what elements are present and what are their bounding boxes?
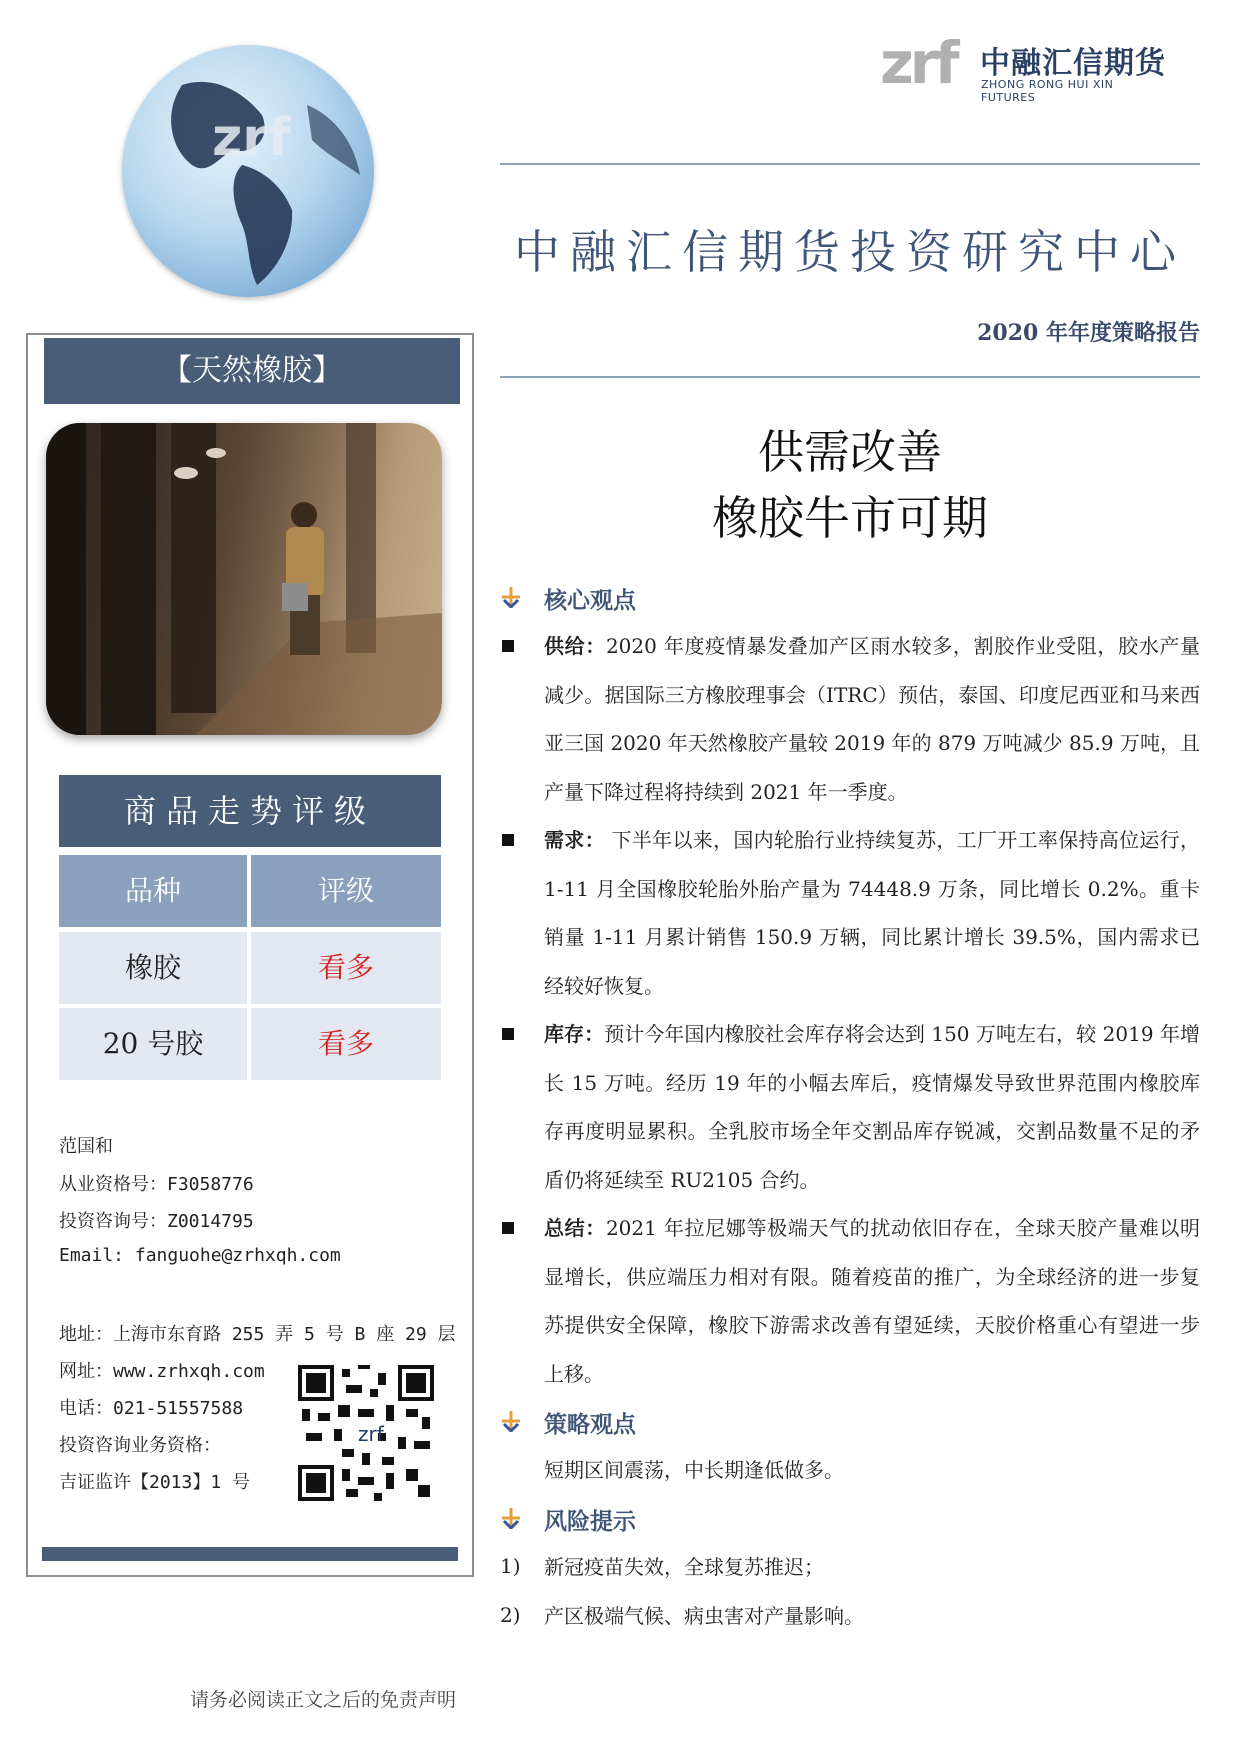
header-divider-top [500,163,1200,165]
rating-table-header-rating: 评级 [251,855,441,927]
section-arrow-icon [500,1410,522,1432]
logo-chinese-name: 中融汇信期货 [980,46,1166,81]
risk-2-text: 产区极端气候、病虫害对产量影响。 [544,1604,864,1628]
rating-row-2-variety: 20 号胶 [59,1008,247,1080]
sidebar-bottom-bar [42,1547,458,1561]
risk-1-number: 1) [500,1554,521,1578]
bullet-icon [502,834,514,846]
section-arrow-icon [500,586,522,608]
analyst-email[interactable]: Email: fanguohe@zrhxqh.com [59,1245,341,1266]
logo-mark: zrf [880,29,956,97]
research-center-name: 中融汇信期货投资研究中心 [514,225,1186,279]
bullet-icon [502,1222,514,1234]
qr-code-icon [298,1365,434,1501]
headline-line-1: 供需改善 [758,425,942,479]
rating-row-1-variety: 橡胶 [59,932,247,1004]
analyst-license: 从业资格号：F3058776 [59,1174,254,1195]
core-viewpoints-title: 核心观点 [544,587,636,614]
rating-table-header-variety: 品种 [59,855,247,927]
risk-title: 风险提示 [544,1508,636,1535]
header-divider-bottom [500,376,1200,378]
disclaimer-note: 请务必阅读正文之后的免责声明 [190,1689,457,1711]
globe-illustration [122,45,374,297]
strategy-title: 策略观点 [544,1411,636,1438]
company-website[interactable]: 网址：www.zrhxqh.com [59,1361,265,1382]
sidebar-panel [26,333,474,1577]
qualification-value: 吉证监许【2013】1 号 [59,1472,251,1493]
analyst-consult-number: 投资咨询号：Z0014795 [59,1211,254,1232]
report-type: 2020 年年度策略报告 [977,320,1200,346]
logo-english-name: ZHONG RONG HUI XIN FUTURES [981,78,1114,104]
company-phone: 电话：021-51557588 [59,1398,244,1419]
point-supply: 供给：2020 年度疫情暴发叠加产区雨水较多，割胶作业受阻，胶水产量减少。据国际三方橡胶理事会（ITRC）预估，泰国、印度尼西亚和马来西亚三国 2020 年天然橡胶产量较 2019 年的 879 万吨减少 85.9 万吨，且产量下降过程将持续到 2021 年一季度。 [544,634,1201,804]
bullet-icon [502,640,514,652]
category-banner: 【天然橡胶】 [44,338,460,404]
rating-title: 商品走势评级 [59,775,441,847]
company-logo [880,28,1170,104]
rating-row-2-rating: 看多 [251,1008,441,1080]
svg-text:zrf: zrf [212,108,291,168]
analyst-name: 范国和 [59,1136,113,1157]
bullet-icon [502,1028,514,1040]
risk-1-text: 新冠疫苗失效，全球复苏推迟； [544,1555,824,1579]
section-arrow-icon [500,1507,522,1529]
qualification-label: 投资咨询业务资格： [59,1435,221,1456]
headline-line-2: 橡胶牛市可期 [712,491,988,545]
rating-row-1-rating: 看多 [251,932,441,1004]
risk-2-number: 2) [500,1603,521,1627]
point-summary: 总结：2021 年拉尼娜等极端天气的扰动依旧存在，全球天胶产量难以明显增长，供应端压力相对有限。随着疫苗的推广，为全球经济的进一步复苏提供安全保障，橡胶下游需求改善有望延续，天胶价格重心有望进一步上移。 [544,1216,1201,1386]
point-inventory: 库存：预计今年国内橡胶社会库存将会达到 150 万吨左右，较 2019 年增长 15 万吨。经历 19 年的小幅去库后，疫情爆发导致世界范围内橡胶库存再度明显累积。全乳胶市场全年交割品库存锐减，交割品数量不足的矛盾仍将延续至 RU2105 合约。 [544,1022,1200,1192]
svg-text:zrf: zrf [358,1422,384,1446]
rubber-tapping-photo [46,423,442,735]
strategy-text: 短期区间震荡，中长期逢低做多。 [544,1458,844,1482]
company-address: 地址：上海市东育路 255 弄 5 号 B 座 29 层 [59,1324,456,1345]
point-demand: 需求： 下半年以来，国内轮胎行业持续复苏，工厂开工率保持高位运行，1-11 月全国橡胶轮胎外胎产量为 74448.9 万条，同比增长 0.2%。重卡销量 1-11 月累计销售 150.9 万辆，同比累计增长 39.5%，国内需求已经较好恢复。 [544,828,1201,998]
